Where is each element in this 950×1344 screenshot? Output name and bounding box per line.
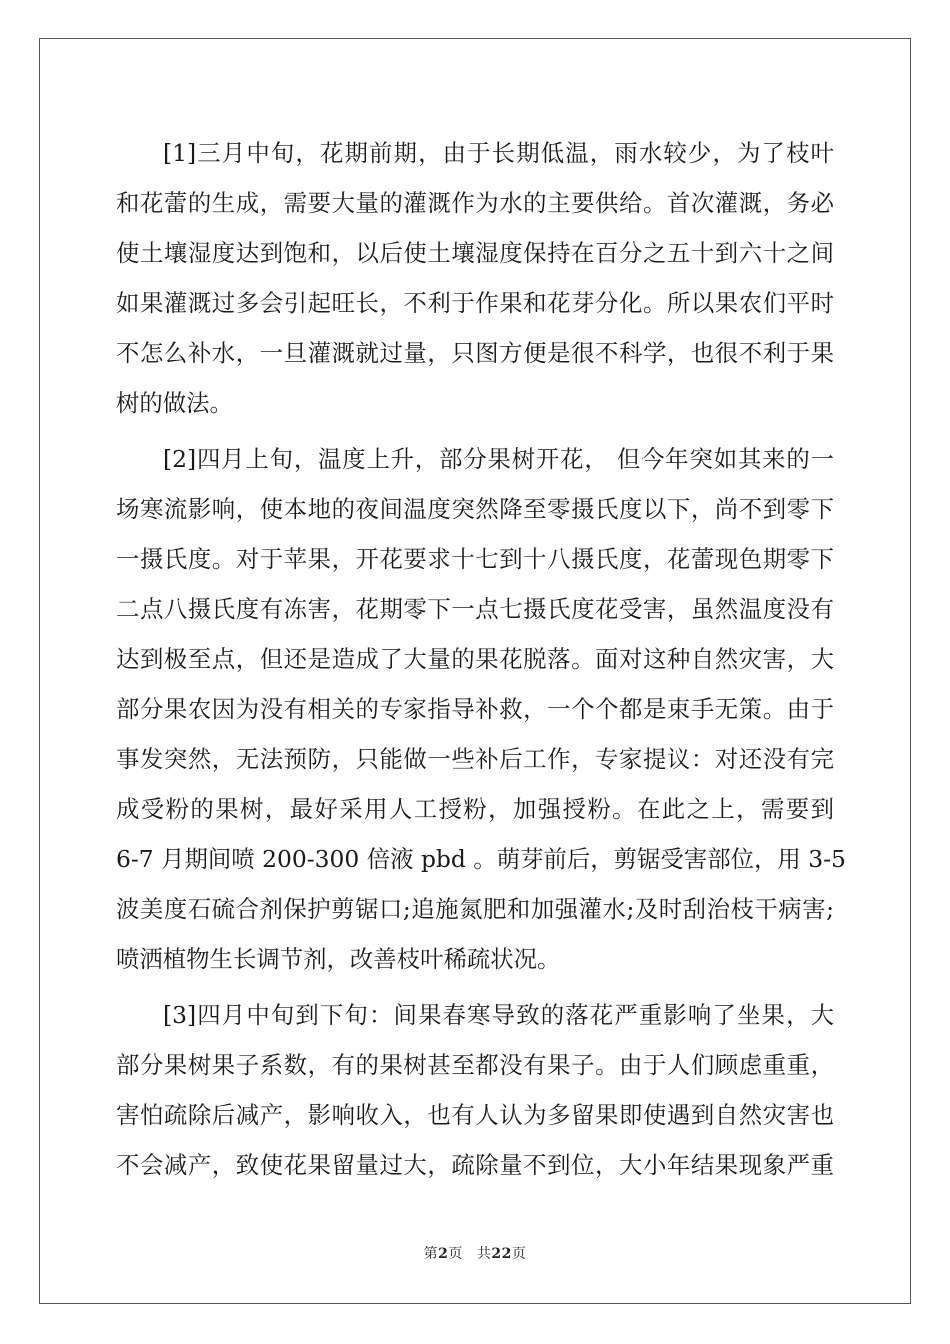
text-line: 如果灌溉过多会引起旺长，不利于作果和花芽分化。所以果农们平时: [116, 289, 834, 317]
paragraph-1: [116, 128, 834, 428]
text-line: 一摄氏度。对于苹果，开花要求十七到十八摄氏度，花蕾现色期零下: [116, 545, 834, 573]
text-line: 使土壤湿度达到饱和，以后使土壤湿度保持在百分之五十到六十之间: [116, 239, 834, 267]
text-line: 喷洒植物生长调节剂，改善枝叶稀疏状况。: [116, 945, 561, 973]
text-line: 部分果树果子系数，有的果树甚至都没有果子。由于人们顾虑重重，: [116, 1051, 834, 1079]
text-line: 部分果农因为没有相关的专家指导补救，一个个都是束手无策。由于: [116, 695, 834, 723]
text-line: [3]四月中旬到下旬：间果春寒导致的落花严重影响了坐果，大: [163, 1001, 834, 1029]
text-line: [1]三月中旬，花期前期，由于长期低温，雨水较少，为了枝叶: [163, 139, 834, 167]
page-number: 2: [438, 1246, 449, 1262]
text-line: 不怎么补水，一旦灌溉就过量，只图方便是很不科学，也很不利于果: [116, 339, 834, 367]
paragraph-3: [116, 990, 834, 1190]
text-line: 6-7 月期间喷 200-300 倍液 pbd 。萌芽前后，剪锯受害部位，用 3-5: [116, 845, 846, 873]
total-pages: 22: [491, 1246, 512, 1262]
text-line: 波美度石硫合剂保护剪锯口;追施氮肥和加强灌水;及时刮治枝干病害;: [116, 895, 834, 923]
text-line: 达到极至点，但还是造成了大量的果花脱落。面对这种自然灾害，大: [116, 645, 834, 673]
page-footer: [0, 1243, 950, 1263]
text-line: 场寒流影响，使本地的夜间温度突然降至零摄氏度以下，尚不到零下: [116, 495, 834, 523]
text-line: 二点八摄氏度有冻害，花期零下一点七摄氏度花受害，虽然温度没有: [116, 595, 834, 623]
text-line: 害怕疏除后减产，影响收入，也有人认为多留果即使遇到自然灾害也: [116, 1101, 834, 1129]
page-prefix: 第: [423, 1246, 439, 1262]
page-suffix: 页: [448, 1246, 463, 1262]
text-line: 树的做法。: [116, 389, 233, 417]
total-suffix: 页: [511, 1246, 527, 1262]
document-body: [116, 128, 846, 1190]
text-line: 和花蕾的生成，需要大量的灌溉作为水的主要供给。首次灌溉，务必: [116, 189, 834, 217]
text-line: [2]四月上旬，温度上升，部分果树开花， 但今年突如其来的一: [163, 445, 834, 473]
paragraph-2: [116, 434, 846, 984]
text-line: 成受粉的果树，最好采用人工授粉，加强授粉。在此之上，需要到: [116, 795, 834, 823]
total-prefix: 共: [476, 1246, 492, 1262]
text-line: 不会减产，致使花果留量过大，疏除量不到位，大小年结果现象严重: [116, 1151, 834, 1179]
text-line: 事发突然，无法预防，只能做一些补后工作，专家提议：对还没有完: [116, 745, 834, 773]
